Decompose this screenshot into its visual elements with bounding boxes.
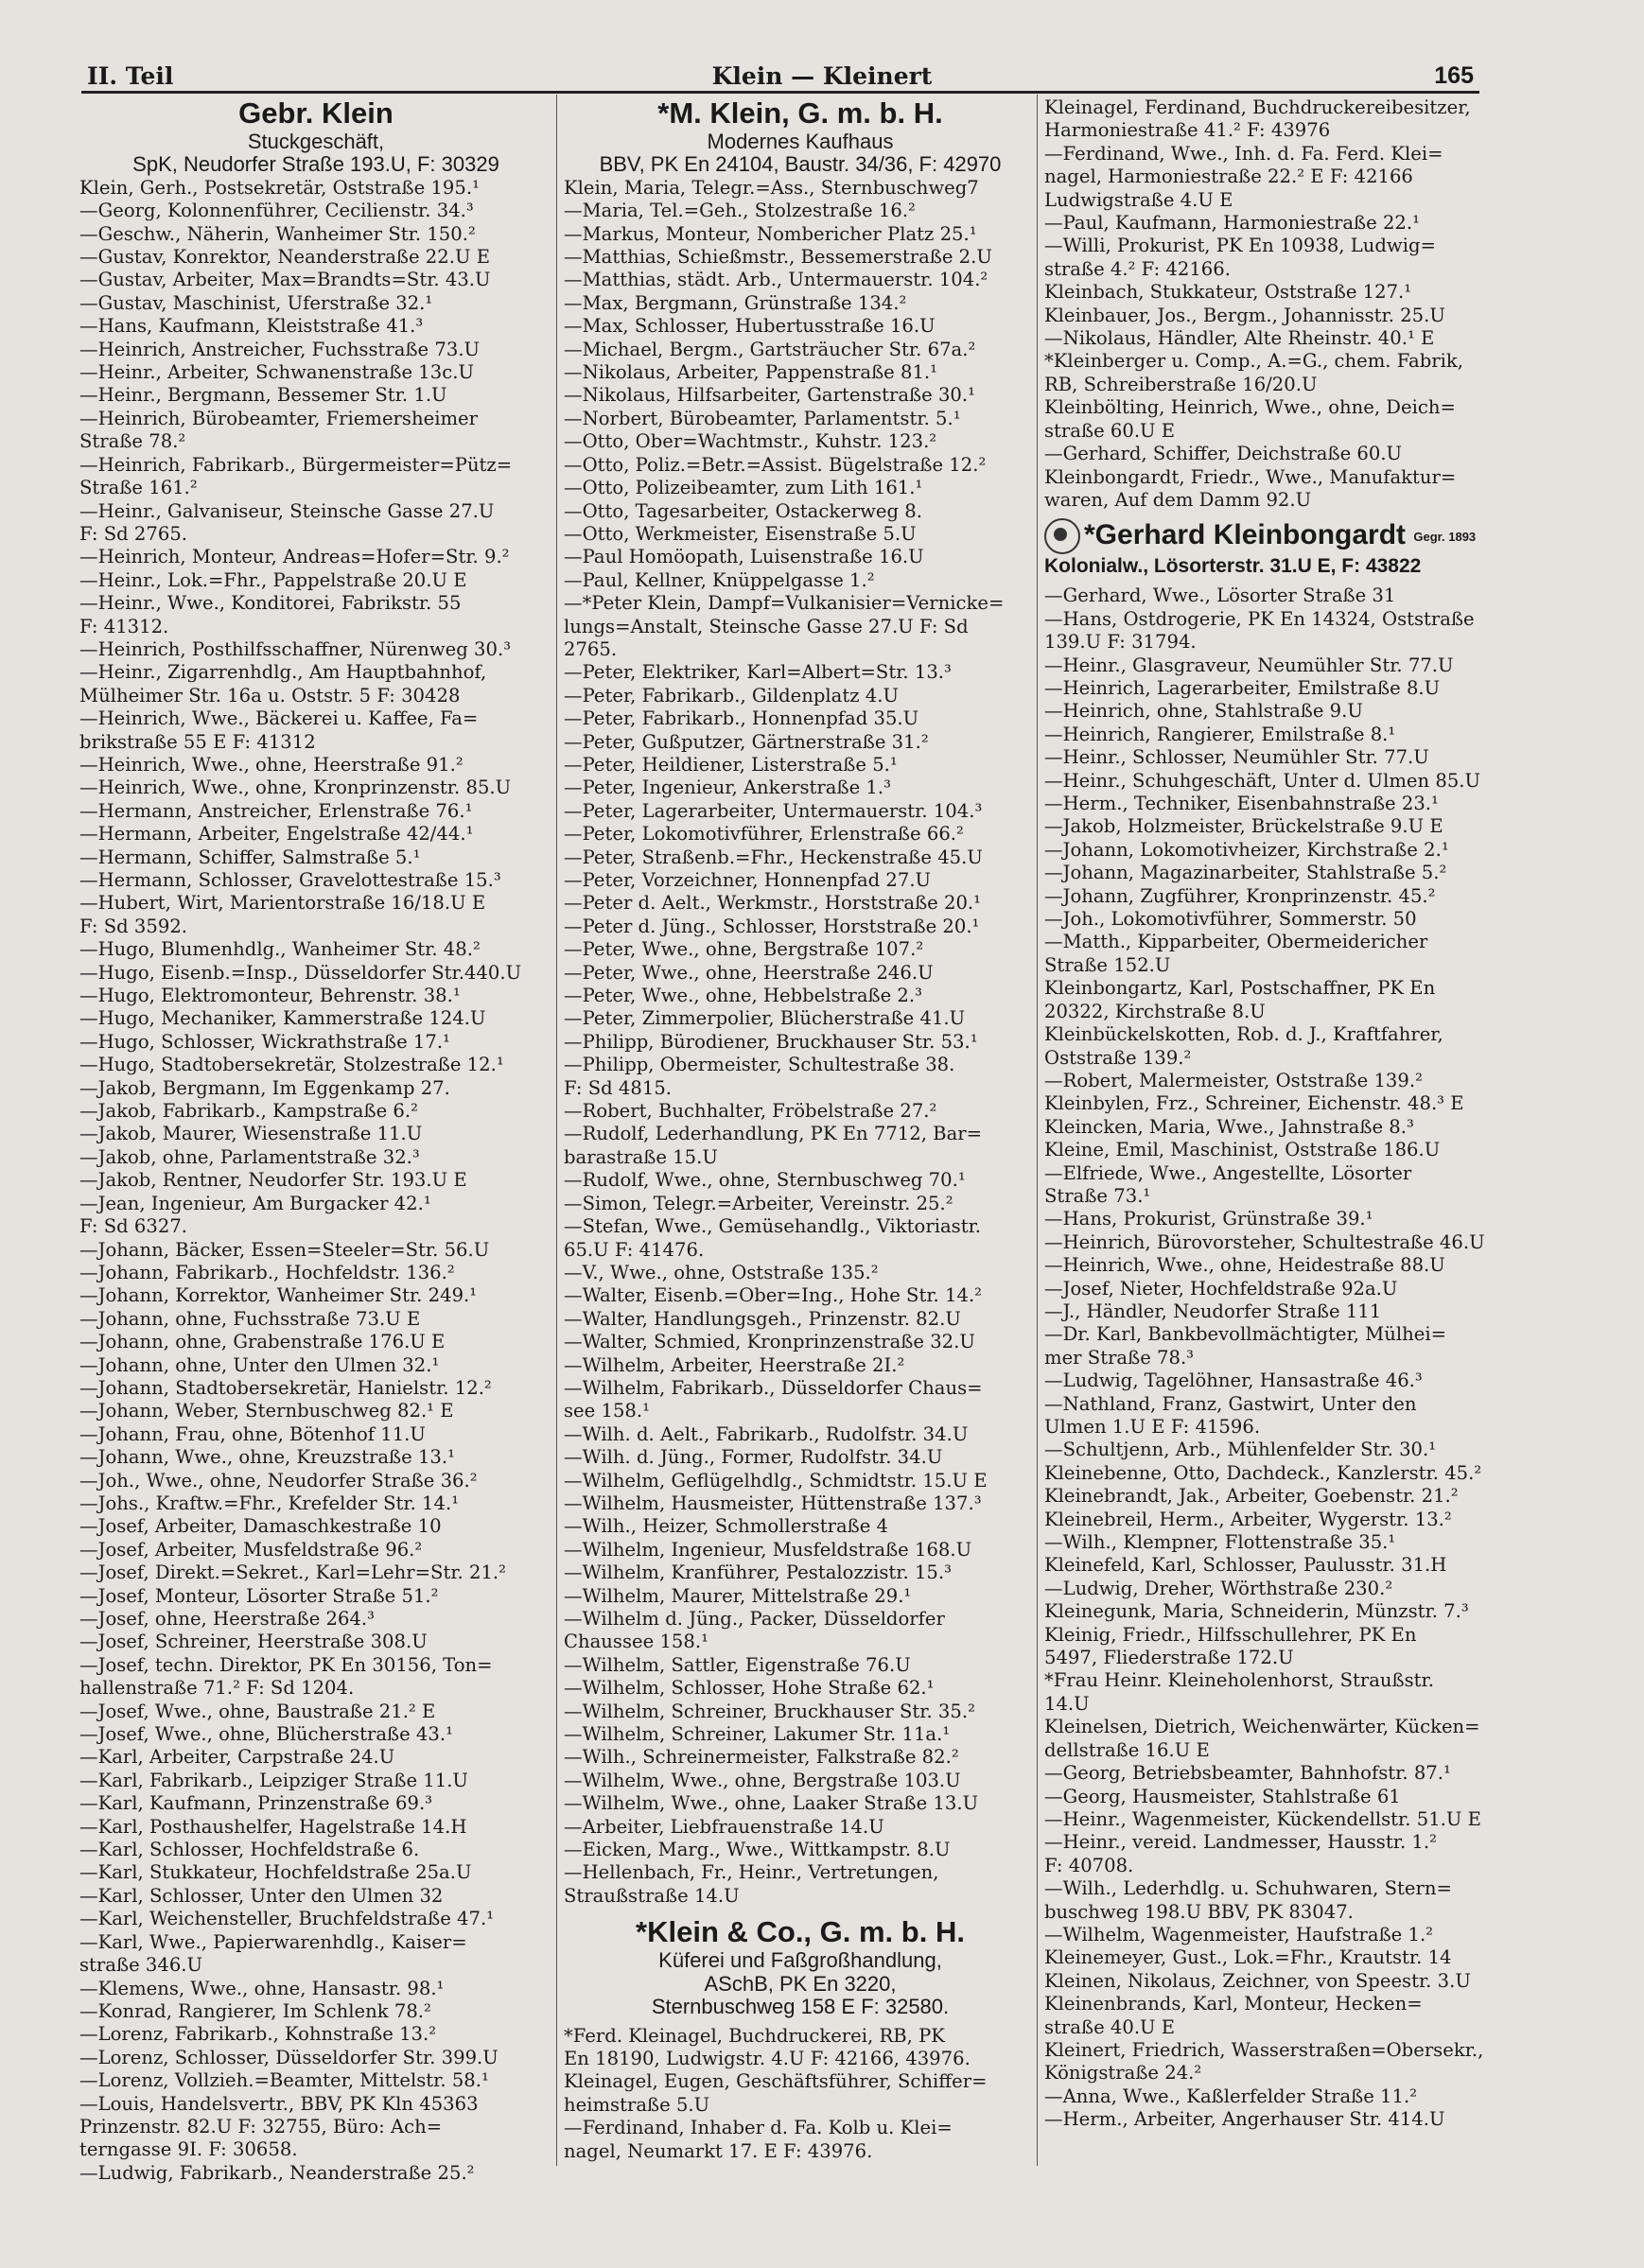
directory-entry: 65.U F: 41476.	[564, 1238, 705, 1261]
directory-entry: —Peter, Heildiener, Listerstraße 5.¹	[564, 753, 898, 776]
directory-entry: —Otto, Polizeibeamter, zum Lith 161.¹	[564, 477, 923, 499]
directory-entry: —Louis, Handelsvertr., BBV, PK Kln 45363	[79, 2092, 479, 2115]
directory-entry: —Konrad, Rangierer, Im Schlenk 78.²	[79, 1999, 431, 2022]
directory-entry: —Elfriede, Wwe., Angestellte, Lösorter	[1044, 1161, 1412, 1184]
directory-entry: —Markus, Monteur, Nombericher Platz 25.¹	[564, 222, 977, 245]
directory-entry: —Josef, Schreiner, Heerstraße 308.U	[79, 1631, 428, 1653]
directory-entry: —Lorenz, Vollzieh.=Beamter, Mittelstr. 58.¹	[79, 2069, 489, 2092]
directory-entry: buschweg 198.U BBV, PK 83047.	[1044, 1900, 1354, 1923]
directory-entry: Kleinenbrands, Karl, Monteur, Hecken=	[1044, 1993, 1423, 2015]
directory-entry: —Wilh. d. Jüng., Former, Rudolfstr. 34.U	[564, 1446, 943, 1469]
directory-entry: —Josef, Arbeiter, Musfeldstraße 96.²	[79, 1538, 423, 1561]
directory-entry: —Heinrich, Wwe., ohne, Kronprinzenstr. 85.U	[79, 776, 512, 799]
directory-entry: Mülheimer Str. 16a u. Oststr. 5 F: 30428	[79, 684, 461, 707]
directory-entry: —Hellenbach, Fr., Heinr., Vertretungen,	[564, 1861, 939, 1884]
directory-entry: —Simon, Telegr.=Arbeiter, Vereinstr. 25.²	[564, 1192, 953, 1214]
directory-entry: straße 60.U E	[1044, 419, 1176, 442]
directory-entry: Chaussee 158.¹	[564, 1631, 708, 1653]
directory-entry: straße 40.U E	[1044, 2015, 1176, 2038]
ad-line: Sternbuschweg 158 E F: 32580.	[651, 1995, 950, 2019]
directory-entry: En 18190, Ludwigstr. 4.U F: 42166, 43976.	[564, 2047, 971, 2069]
directory-entry: 2765.	[564, 637, 618, 660]
directory-entry: —Ludwig, Tagelöhner, Hansastraße 46.³	[1044, 1370, 1423, 1392]
directory-entry: —Schultjenn, Arb., Mühlenfelder Str. 30.¹	[1044, 1439, 1437, 1461]
directory-entry: —Hermann, Arbeiter, Engelstraße 42/44.¹	[79, 823, 474, 846]
directory-entry: —Hugo, Schlosser, Wickrathstraße 17.¹	[79, 1030, 450, 1053]
directory-entry: Straße 161.²	[79, 477, 198, 499]
directory-entry: —Johann, Frau, ohne, Bötenhof 11.U	[79, 1422, 426, 1445]
running-head: Klein — Kleinert	[711, 62, 933, 90]
directory-entry: —Wilhelm, Geflügelhdlg., Schmidtstr. 15.U E	[564, 1469, 988, 1492]
directory-entry: —Heinrich, Fabrikarb., Bürgermeister=Pütz=	[79, 453, 513, 476]
directory-entry: —Wilhelm, Schreiner, Lakumer Str. 11a.¹	[564, 1723, 951, 1746]
directory-entry: —Wilhelm, Wagenmeister, Haufstraße 1.²	[1044, 1923, 1434, 1945]
directory-entry: —Georg, Hausmeister, Stahlstraße 61	[1044, 1785, 1401, 1807]
directory-entry: Straße 73.¹	[1044, 1184, 1151, 1207]
directory-entry: —Johann, Fabrikarb., Hochfeldstr. 136.²	[79, 1261, 455, 1283]
directory-entry: —Heinr., Wwe., Konditorei, Fabrikstr. 55	[79, 592, 462, 615]
directory-entry: —Johann, ohne, Fuchsstraße 73.U E	[79, 1307, 421, 1330]
directory-entry: —Lorenz, Schlosser, Düsseldorfer Str. 399.U	[79, 2046, 498, 2068]
directory-entry: —Karl, Wwe., Papierwarenhdlg., Kaiser=	[79, 1930, 467, 1953]
directory-entry: —Johann, ohne, Unter den Ulmen 32.¹	[79, 1353, 440, 1376]
directory-entry: —Ludwig, Fabrikarb., Neanderstraße 25.²	[79, 2161, 475, 2184]
directory-entry: —Karl, Arbeiter, Carpstraße 24.U	[79, 1746, 395, 1769]
coffee-logo-icon	[1044, 518, 1080, 554]
directory-entry: —Otto, Tagesarbeiter, Ostackerweg 8.	[564, 499, 922, 522]
directory-entry: —Anna, Wwe., Kaßlerfelder Straße 11.²	[1044, 2085, 1418, 2107]
directory-entry: —J., Händler, Neudorfer Straße 111	[1044, 1300, 1382, 1322]
column-divider	[556, 95, 557, 2166]
directory-entry: 139.U F: 31794.	[1044, 631, 1197, 654]
directory-entry: —Walter, Eisenb.=Ober=Ing., Hohe Str. 14.²	[564, 1284, 983, 1307]
directory-entry: Kleinbückelskotten, Rob. d. J., Kraftfahrer,	[1044, 1023, 1443, 1046]
directory-entry: —Peter, Lagerarbeiter, Untermauerstr. 104.³	[564, 799, 983, 822]
directory-entry: —Hugo, Mechaniker, Kammerstraße 124.U	[79, 1007, 486, 1030]
directory-entry: —Paul Homöopath, Luisenstraße 16.U	[564, 546, 924, 568]
directory-entry: —Johann, Zugführer, Kronprinzenstr. 45.²	[1044, 884, 1436, 907]
directory-entry: —Heinrich, Lagerarbeiter, Emilstraße 8.U	[1044, 677, 1441, 700]
directory-entry: F: Sd 4815.	[564, 1076, 673, 1099]
directory-entry: —Eicken, Marg., Wwe., Wittkampstr. 8.U	[564, 1839, 951, 1861]
directory-entry: —Willi, Prokurist, PK En 10938, Ludwig=	[1044, 235, 1436, 257]
directory-entry: —Stefan, Wwe., Gemüsehandlg., Viktoriastr.	[564, 1215, 982, 1238]
directory-entry: straße 4.² F: 42166.	[1044, 257, 1231, 280]
directory-entry: —Heinr., Arbeiter, Schwanenstraße 13c.U	[79, 361, 474, 384]
section-label: II. Teil	[87, 62, 174, 90]
directory-entry: —Jean, Ingenieur, Am Burgacker 42.¹	[79, 1192, 431, 1214]
directory-entry: —Peter, Elektriker, Karl=Albert=Str. 13.³	[564, 661, 952, 684]
directory-entry: —Hubert, Wirt, Marientorstraße 16/18.U E	[79, 892, 486, 915]
directory-entry: —Peter, Wwe., ohne, Hebbelstraße 2.³	[564, 985, 922, 1007]
ad-company-name: *M. Klein, G. m. b. H.	[657, 96, 943, 130]
directory-entry: —Otto, Werkmeister, Eisenstraße 5.U	[564, 522, 917, 545]
directory-entry: —Karl, Weichensteller, Bruchfeldstraße 47.¹	[79, 1908, 495, 1930]
directory-entry: mer Straße 78.³	[1044, 1346, 1195, 1369]
directory-entry: *Ferd. Kleinagel, Buchdruckerei, RB, PK	[564, 2024, 945, 2047]
directory-entry: —Jakob, Fabrikarb., Kampstraße 6.²	[79, 1100, 418, 1123]
directory-entry: —Heinr., Schuhgeschäft, Unter d. Ulmen 85.U	[1044, 769, 1481, 792]
directory-entry: —Heinrich, Wwe., Bäckerei u. Kaffee, Fa=	[79, 707, 479, 730]
directory-entry: —Nikolaus, Hilfsarbeiter, Gartenstraße 30.¹	[564, 384, 975, 407]
directory-entry: —Wilhelm, Wwe., ohne, Laaker Straße 13.U	[564, 1792, 979, 1815]
directory-entry: —Johann, Lokomotivheizer, Kirchstraße 2.¹	[1044, 838, 1449, 861]
directory-entry: —Gerhard, Wwe., Lösorter Straße 31	[1044, 584, 1396, 607]
directory-entry: Kleinbongartz, Karl, Postschaffner, PK En	[1044, 977, 1436, 1000]
directory-entry: —Wilhelm, Ingenieur, Musfeldstraße 168.U	[564, 1538, 972, 1561]
directory-entry: —Peter d. Aelt., Werkmstr., Horststraße 20.¹	[564, 892, 981, 915]
directory-entry: Straußstraße 14.U	[564, 1884, 740, 1907]
directory-entry: —Klemens, Wwe., ohne, Hansastr. 98.¹	[79, 1977, 445, 1999]
directory-entry: —Max, Schlosser, Hubertusstraße 16.U	[564, 315, 936, 338]
directory-entry: —Nikolaus, Arbeiter, Pappenstraße 81.¹	[564, 361, 938, 384]
directory-entry: Kleine, Emil, Maschinist, Oststraße 186.U	[1044, 1139, 1441, 1161]
ad-line: Küferei und Faßgroßhandlung,	[658, 1948, 942, 1973]
ad-line: Modernes Kaufhaus	[707, 130, 894, 153]
header-rule	[81, 91, 1479, 94]
directory-entry: —Max, Bergmann, Grünstraße 134.²	[564, 291, 907, 314]
directory-entry: —Matthias, Schießmstr., Bessemerstraße 2.U	[564, 246, 992, 269]
directory-entry: dellstraße 16.U E	[1044, 1738, 1210, 1761]
directory-entry: Kleinen, Nikolaus, Zeichner, von Speestr. 3.U	[1044, 1969, 1471, 1992]
directory-entry: Kleinig, Friedr., Hilfsschullehrer, PK En	[1044, 1623, 1417, 1646]
directory-entry: —Johs., Kraftw.=Fhr., Krefelder Str. 14.¹	[79, 1492, 460, 1514]
directory-entry: —Peter, Wwe., ohne, Heerstraße 246.U	[564, 961, 934, 984]
directory-entry: —Peter, Ingenieur, Ankerstraße 1.³	[564, 776, 891, 799]
directory-entry: —Heinr., Glasgraveur, Neumühler Str. 77.U	[1044, 654, 1454, 676]
directory-entry: —Hans, Prokurist, Grünstraße 39.¹	[1044, 1208, 1373, 1230]
directory-entry: —Georg, Betriebsbeamter, Bahnhofstr. 87.¹	[1044, 1762, 1451, 1785]
directory-entry: —Lorenz, Fabrikarb., Kohnstraße 13.²	[79, 2023, 437, 2046]
directory-entry: Oststraße 139.²	[1044, 1046, 1192, 1069]
directory-entry: —Hans, Kaufmann, Kleiststraße 41.³	[79, 315, 424, 338]
directory-entry: —Hugo, Elektromonteur, Behrenstr. 38.¹	[79, 985, 461, 1007]
directory-entry: —Hans, Ostdrogerie, PK En 14324, Oststraße	[1044, 607, 1475, 630]
directory-entry: —Geschw., Näherin, Wanheimer Str. 150.²	[79, 222, 476, 245]
directory-entry: F: 41312.	[79, 615, 169, 637]
directory-entry: —Heinr., Zigarrenhdlg., Am Hauptbahnhof,	[79, 661, 487, 684]
directory-entry: Kleinelsen, Dietrich, Weichenwärter, Kücken=	[1044, 1716, 1480, 1738]
advertisement-klein-co	[564, 1915, 1037, 2018]
directory-entry: —Walter, Handlungsgeh., Prinzenstr. 82.U	[564, 1307, 961, 1330]
directory-entry: —Wilhelm, Kranführer, Pestalozzistr. 15.³	[564, 1561, 952, 1584]
directory-entry: —Josef, Wwe., ohne, Blücherstraße 43.¹	[79, 1723, 453, 1746]
directory-entry: —Heinrich, Wwe., ohne, Heerstraße 91.²	[79, 753, 463, 776]
column-2	[564, 96, 1037, 2163]
directory-entry: Kleinbölting, Heinrich, Wwe., ohne, Deich=	[1044, 396, 1456, 419]
directory-entry: nagel, Neumarkt 17. E F: 43976.	[564, 2139, 873, 2162]
directory-entry: —Karl, Fabrikarb., Leipziger Straße 11.U	[79, 1769, 468, 1791]
ad-line: BBV, PK En 24104, Baustr. 34/36, F: 42970	[599, 152, 1002, 177]
directory-entry: —Otto, Poliz.=Betr.=Assist. Bügelstraße 12.²	[564, 453, 987, 476]
directory-entry: —Peter, Zimmerpolier, Blücherstraße 41.U	[564, 1007, 966, 1030]
directory-entry: —Gerhard, Schiffer, Deichstraße 60.U	[1044, 443, 1403, 465]
advertisement-kleinbongardt	[1044, 517, 1523, 579]
directory-entry: —Matthias, städt. Arb., Untermauerstr. 104.²	[564, 269, 988, 291]
directory-entry: terngasse 9I. F: 30658.	[79, 2138, 298, 2161]
directory-entry: —Josef, techn. Direktor, PK En 30156, Ton=	[79, 1653, 493, 1676]
directory-entry: —Robert, Buchhalter, Fröbelstraße 27.²	[564, 1100, 937, 1123]
directory-entry: —Hugo, Eisenb.=Insp., Düsseldorfer Str.440.U	[79, 961, 522, 984]
advertisement-gebr-klein	[79, 96, 552, 177]
directory-entry: F: Sd 6327.	[79, 1215, 188, 1238]
directory-entry: lungs=Anstalt, Steinsche Gasse 27.U F: Sd	[564, 615, 969, 637]
directory-entry: —Heinr., Bergmann, Bessemer Str. 1.U	[79, 384, 447, 407]
directory-entry: nagel, Harmoniestraße 22.² E F: 42166	[1044, 166, 1413, 188]
directory-entry: —Nikolaus, Händler, Alte Rheinstr. 40.¹ E	[1044, 327, 1435, 350]
directory-entry: —Peter, Fabrikarb., Gildenplatz 4.U	[564, 684, 899, 707]
directory-entry: —Joh., Lokomotivführer, Sommerstr. 50	[1044, 908, 1417, 931]
directory-entry: —Maria, Tel.=Geh., Stolzestraße 16.²	[564, 200, 916, 222]
directory-entry: Königstraße 24.²	[1044, 2062, 1202, 2085]
directory-entry: —Johann, Bäcker, Essen=Steeler=Str. 56.U	[79, 1238, 490, 1261]
directory-entry: —Wilhelm d. Jüng., Packer, Düsseldorfer	[564, 1608, 945, 1630]
directory-entry: —Karl, Stukkateur, Hochfeldstraße 25a.U	[79, 1861, 472, 1884]
column-3	[1044, 96, 1523, 2132]
directory-entry: RB, Schreiberstraße 16/20.U	[1044, 373, 1318, 395]
directory-entry: F: Sd 3592.	[79, 915, 188, 937]
directory-entry: —Peter d. Jüng., Schlosser, Horststraße 20.¹	[564, 915, 980, 937]
directory-entry: —Wilhelm, Schreiner, Bruckhauser Str. 35.²	[564, 1700, 975, 1722]
directory-entry: Kleinbongardt, Friedr., Wwe., Manufaktur=	[1044, 465, 1457, 488]
directory-entry: —Michael, Bergm., Gartsträucher Str. 67a.²	[564, 338, 976, 360]
directory-entry: —Paul, Kaufmann, Harmoniestraße 22.¹	[1044, 212, 1420, 235]
directory-entry: —Peter, Wwe., ohne, Bergstraße 107.²	[564, 938, 924, 961]
ad-company-name: *Gerhard Kleinbongardt	[1084, 519, 1407, 551]
directory-entry: —Heinr., Lok.=Fhr., Pappelstraße 20.U E	[79, 568, 467, 591]
directory-entry: —Philipp, Bürodiener, Bruckhauser Str. 53.¹	[564, 1030, 978, 1053]
directory-entry: F: Sd 2765.	[79, 522, 188, 545]
directory-entry: —Johann, Magazinarbeiter, Stahlstraße 5.²	[1044, 862, 1447, 884]
directory-entry: —Wilh., Klempner, Flottenstraße 35.¹	[1044, 1531, 1396, 1554]
page-number: 165	[1434, 62, 1474, 89]
directory-entry: —Peter, Fabrikarb., Honnenpfad 35.U	[564, 707, 919, 730]
directory-entry: —Hermann, Anstreicher, Erlenstraße 76.¹	[79, 799, 473, 822]
directory-entry: —V., Wwe., ohne, Oststraße 135.²	[564, 1261, 879, 1283]
directory-entry: —Wilhelm, Hausmeister, Hüttenstraße 137.³	[564, 1492, 982, 1514]
directory-entry: hallenstraße 71.² F: Sd 1204.	[79, 1677, 355, 1700]
directory-entry: Kleinbach, Stukkateur, Oststraße 127.¹	[1044, 281, 1412, 304]
ad-line: ASchB, PK En 3220,	[704, 1971, 897, 1996]
directory-entry: —Gustav, Konrektor, Neanderstraße 22.U E	[79, 246, 491, 269]
directory-entry: —Johann, Stadtobersekretär, Hanielstr. 12.²	[79, 1376, 492, 1399]
directory-entry: —Rudolf, Wwe., ohne, Sternbuschweg 70.¹	[564, 1169, 966, 1192]
directory-entry: heimstraße 5.U	[564, 2093, 710, 2116]
directory-entry: —Heinrich, ohne, Stahlstraße 9.U	[1044, 700, 1363, 723]
directory-entry: —Heinrich, Anstreicher, Fuchsstraße 73.U	[79, 338, 481, 360]
directory-entry: —Josef, Arbeiter, Damaschkestraße 10	[79, 1515, 442, 1538]
directory-entry: Ludwigstraße 4.U E	[1044, 188, 1233, 211]
directory-entry: —Karl, Kaufmann, Prinzenstraße 69.³	[79, 1792, 433, 1815]
directory-entry: Kleinebrandt, Jak., Arbeiter, Goebenstr. 21.²	[1044, 1485, 1459, 1508]
directory-entry: Straße 152.U	[1044, 953, 1171, 976]
directory-entry: —Johann, Weber, Sternbuschweg 82.¹ E	[79, 1400, 454, 1422]
ad-line: Kolonialw., Lösorterstr. 31.U E, F: 43822	[1044, 555, 1422, 578]
column-divider	[1037, 95, 1038, 2166]
directory-entry: —Heinrich, Posthilfsschaffner, Nürenweg 30.³	[79, 637, 512, 660]
directory-entry: —Wilh., Schreinermeister, Falkstraße 82.²	[564, 1746, 959, 1769]
directory-entry: —Herm., Techniker, Eisenbahnstraße 23.¹	[1044, 793, 1439, 815]
directory-entry: see 158.¹	[564, 1400, 650, 1422]
directory-entry: Kleinert, Friedrich, Wasserstraßen=Obersekr.,	[1044, 2038, 1484, 2061]
directory-entry: —Ferdinand, Inhaber d. Fa. Kolb u. Klei=	[564, 2117, 953, 2139]
directory-entry: —Wilhelm, Wwe., ohne, Bergstraße 103.U	[564, 1769, 961, 1791]
directory-entry: Kleinagel, Eugen, Geschäftsführer, Schiffer=	[564, 2070, 988, 2093]
directory-entry: —Karl, Posthaushelfer, Hagelstraße 14.H	[79, 1815, 467, 1838]
directory-entry: —Norbert, Bürobeamter, Parlamentstr. 5.¹	[564, 407, 961, 429]
column-1	[79, 96, 552, 2185]
directory-entry: Kleinagel, Ferdinand, Buchdruckereibesitzer,	[1044, 96, 1471, 118]
directory-entry: —Ludwig, Dreher, Wörthstraße 230.²	[1044, 1577, 1393, 1599]
directory-entry: —Wilhelm, Maurer, Mittelstraße 29.¹	[564, 1584, 912, 1607]
directory-entry: Kleinegunk, Maria, Schneiderin, Münzstr. 7.³	[1044, 1600, 1469, 1623]
directory-entry: —Wilh., Heizer, Schmollerstraße 4	[564, 1515, 889, 1538]
directory-entry: —Paul, Kellner, Knüppelgasse 1.²	[564, 568, 875, 591]
ad-company-name: *Klein & Co., G. m. b. H.	[636, 1915, 965, 1949]
directory-entry: —Josef, ohne, Heerstraße 264.³	[79, 1608, 376, 1630]
directory-entry: barastraße 15.U	[564, 1145, 718, 1168]
directory-entry: —Wilhelm, Arbeiter, Heerstraße 2I.²	[564, 1353, 905, 1376]
directory-entry: F: 40708.	[1044, 1854, 1134, 1876]
directory-entry: —Heinr., Wagenmeister, Kückendellstr. 51.U E	[1044, 1807, 1481, 1830]
directory-entry: Kleinebreil, Herm., Arbeiter, Wygerstr. 13.²	[1044, 1508, 1452, 1530]
directory-entry: —Robert, Malermeister, Oststraße 139.²	[1044, 1069, 1423, 1091]
directory-entry: —Wilh. d. Aelt., Fabrikarb., Rudolfstr. 34.U	[564, 1422, 969, 1445]
directory-entry: —Herm., Arbeiter, Angerhauser Str. 414.U	[1044, 2108, 1445, 2131]
directory-entry: —Johann, Korrektor, Wanheimer Str. 249.¹	[79, 1284, 478, 1307]
directory-entry: —Nathland, Franz, Gastwirt, Unter den	[1044, 1392, 1417, 1415]
directory-entry: —Karl, Schlosser, Unter den Ulmen 32	[79, 1884, 444, 1907]
directory-entry: Kleinbylen, Frz., Schreiner, Eichenstr. 48.³ E	[1044, 1092, 1464, 1115]
directory-entry: 5497, Fliederstraße 172.U	[1044, 1647, 1294, 1669]
directory-entry: —Rudolf, Lederhandlung, PK En 7712, Bar=	[564, 1123, 983, 1145]
directory-entry: Kleinebenne, Otto, Dachdeck., Kanzlerstr. 45.²	[1044, 1461, 1482, 1484]
directory-entry: —Peter, Gußputzer, Gärtnerstraße 31.²	[564, 730, 929, 753]
directory-entry: —Jakob, ohne, Parlamentstraße 32.³	[79, 1145, 420, 1168]
directory-entry: Klein, Gerh., Postsekretär, Oststraße 195.¹	[79, 176, 480, 199]
directory-entry: —Heinrich, Wwe., ohne, Heidestraße 88.U	[1044, 1254, 1445, 1277]
directory-entry: Ulmen 1.U E F: 41596.	[1044, 1416, 1261, 1439]
directory-entry: —Heinrich, Bürovorsteher, Schultestraße 46.U	[1044, 1230, 1485, 1253]
directory-entry: —Walter, Schmied, Kronprinzenstraße 32.U	[564, 1331, 975, 1353]
directory-entry: *Kleinberger u. Comp., A.=G., chem. Fabrik,	[1044, 350, 1463, 373]
ad-company-name: Gebr. Klein	[238, 96, 394, 130]
directory-entry: Straße 78.²	[79, 430, 186, 453]
directory-entry: Kleinbauer, Jos., Bergm., Johannisstr. 25.U	[1044, 304, 1445, 326]
directory-entry: —Gustav, Arbeiter, Max=Brandts=Str. 43.U	[79, 269, 491, 291]
directory-entry: —Hugo, Blumenhdlg., Wanheimer Str. 48.²	[79, 938, 481, 961]
directory-entry: —Georg, Kolonnenführer, Cecilienstr. 34.³	[79, 200, 474, 222]
directory-entry: —Arbeiter, Liebfrauenstraße 14.U	[564, 1815, 884, 1838]
directory-entry: *Frau Heinr. Kleineholenhorst, Straußstr.	[1044, 1669, 1434, 1692]
advertisement-m-klein	[564, 96, 1037, 177]
directory-entry: —Matth., Kipparbeiter, Obermeidericher	[1044, 931, 1428, 953]
directory-entry: —Heinrich, Rangierer, Emilstraße 8.¹	[1044, 723, 1396, 745]
directory-entry: Harmoniestraße 41.² F: 43976	[1044, 119, 1331, 142]
directory-entry: —Gustav, Maschinist, Uferstraße 32.¹	[79, 291, 433, 314]
directory-entry: —Heinr., Schlosser, Neumühler Str. 77.U	[1044, 746, 1429, 769]
directory-entry: —Josef, Wwe., ohne, Baustraße 21.² E	[79, 1700, 436, 1722]
ad-line: Stuckgeschäft,	[247, 130, 385, 153]
directory-entry: —Jakob, Holzmeister, Brückelstraße 9.U E	[1044, 815, 1443, 838]
directory-entry: —Wilh., Lederhdlg. u. Schuhwaren, Stern=	[1044, 1877, 1452, 1900]
directory-entry: —Josef, Direkt.=Sekret., Karl=Lehr=Str. 21.²	[79, 1561, 507, 1584]
directory-entry: —Peter, Lokomotivführer, Erlenstraße 66.²	[564, 823, 964, 846]
directory-entry: —Hermann, Schiffer, Salmstraße 5.¹	[79, 846, 421, 868]
directory-entry: straße 346.U	[79, 1954, 203, 1977]
directory-entry: —Josef, Nieter, Hochfeldstraße 92a.U	[1044, 1277, 1398, 1300]
directory-entry: —*Peter Klein, Dampf=Vulkanisier=Vernicke=	[564, 592, 1005, 615]
directory-entry: Kleinefeld, Karl, Schlosser, Paulusstr. 31.H	[1044, 1554, 1447, 1577]
directory-entry: —Johann, Wwe., ohne, Kreuzstraße 13.¹	[79, 1446, 455, 1469]
ad-line: SpK, Neudorfer Straße 193.U, F: 30329	[132, 152, 499, 177]
directory-entry: —Johann, ohne, Grabenstraße 176.U E	[79, 1331, 446, 1353]
directory-entry: —Peter, Straßenb.=Fhr., Heckenstraße 45.U	[564, 846, 983, 868]
directory-entry: —Dr. Karl, Bankbevollmächtigter, Mülhei=	[1044, 1323, 1447, 1346]
directory-entry: —Hugo, Stadtobersekretär, Stolzestraße 12.¹	[79, 1054, 504, 1076]
directory-entry: Kleincken, Maria, Wwe., Jahnstraße 8.³	[1044, 1115, 1414, 1138]
directory-entry: —Ferdinand, Wwe., Inh. d. Fa. Ferd. Klei=	[1044, 142, 1443, 165]
directory-entry: —Heinrich, Monteur, Andreas=Hofer=Str. 9.²	[79, 546, 510, 568]
directory-entry: —Jakob, Rentner, Neudorfer Str. 193.U E	[79, 1169, 467, 1192]
directory-entry: —Heinrich, Bürobeamter, Friemersheimer	[79, 407, 479, 429]
directory-entry: Kleinemeyer, Gust., Lok.=Fhr., Krautstr. 14	[1044, 1946, 1452, 1969]
directory-entry: —Otto, Ober=Wachtmstr., Kuhstr. 123.²	[564, 430, 937, 453]
directory-entry: —Hermann, Schlosser, Gravelottestraße 15.³	[79, 869, 501, 891]
directory-entry: —Wilhelm, Schlosser, Hohe Straße 62.¹	[564, 1677, 935, 1700]
directory-entry: —Jakob, Maurer, Wiesenstraße 11.U	[79, 1123, 423, 1145]
directory-entry: —Joh., Wwe., ohne, Neudorfer Straße 36.²	[79, 1469, 478, 1492]
directory-entry: —Wilhelm, Sattler, Eigenstraße 76.U	[564, 1653, 911, 1676]
directory-entry: Prinzenstr. 82.U F: 32755, Büro: Ach=	[79, 2115, 443, 2137]
directory-entry: —Karl, Schlosser, Hochfeldstraße 6.	[79, 1839, 420, 1861]
directory-entry: —Josef, Monteur, Lösorter Straße 51.²	[79, 1584, 439, 1607]
directory-entry: —Wilhelm, Fabrikarb., Düsseldorfer Chaus=	[564, 1376, 983, 1399]
directory-entry: brikstraße 55 E F: 41312	[79, 730, 316, 753]
directory-entry: —Heinr., vereid. Landmesser, Hausstr. 1.²	[1044, 1831, 1437, 1854]
directory-entry: waren, Auf dem Damm 92.U	[1044, 488, 1312, 511]
directory-entry: 14.U	[1044, 1692, 1090, 1715]
founded-year: Gegr. 1893	[1413, 529, 1477, 544]
directory-entry: Klein, Maria, Telegr.=Ass., Sternbuschweg7	[564, 176, 979, 199]
directory-entry: 20322, Kirchstraße 8.U	[1044, 1000, 1266, 1022]
directory-entry: —Peter, Vorzeichner, Honnenpfad 27.U	[564, 869, 932, 891]
directory-entry: —Jakob, Bergmann, Im Eggenkamp 27.	[79, 1076, 450, 1099]
directory-entry: —Heinr., Galvaniseur, Steinsche Gasse 27.U	[79, 499, 495, 522]
directory-entry: —Philipp, Obermeister, Schultestraße 38.	[564, 1054, 955, 1076]
